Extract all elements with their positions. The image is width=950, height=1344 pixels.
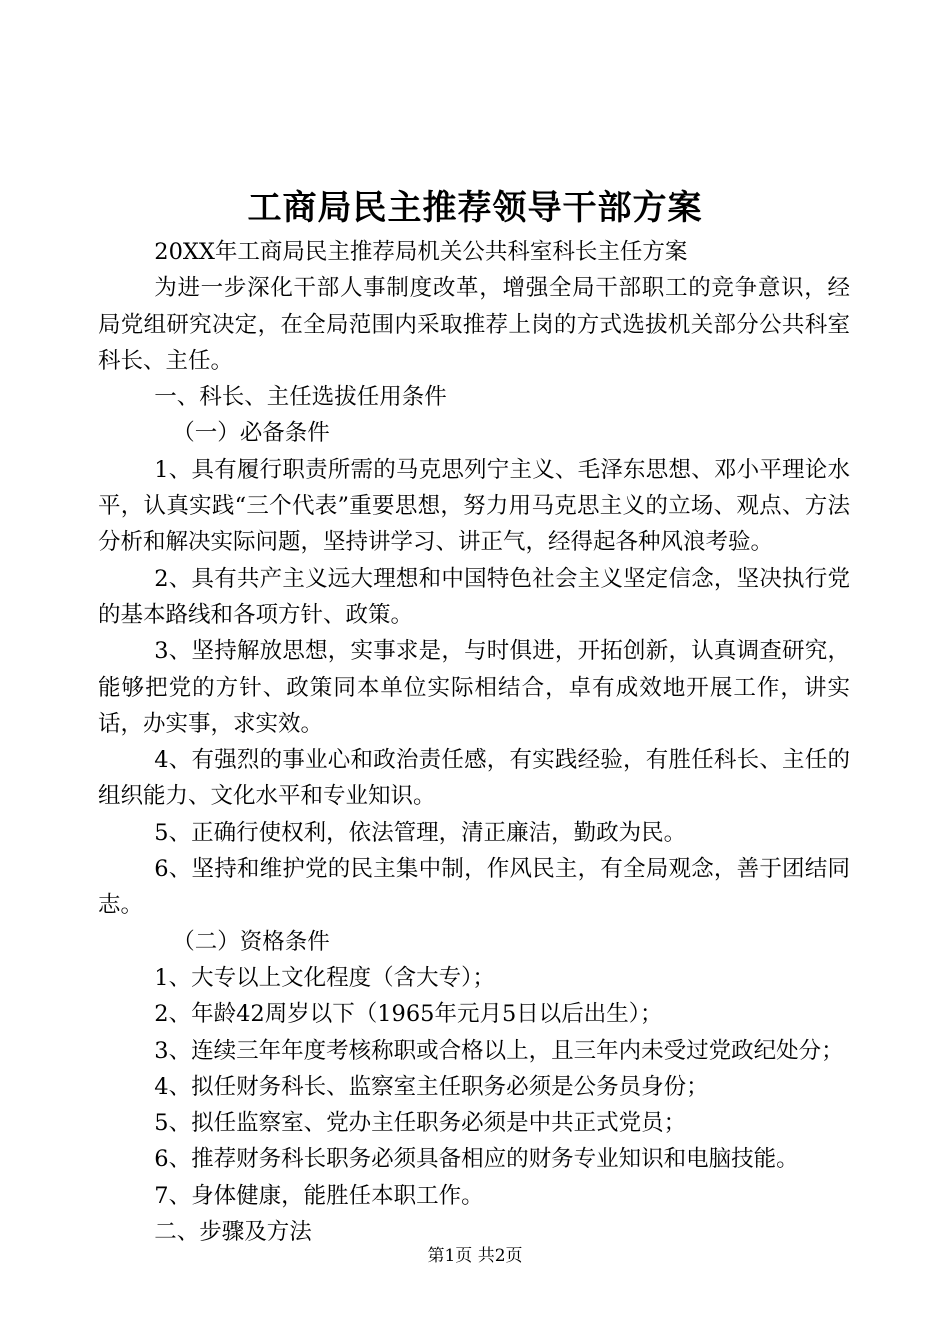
subsection-heading-2: （二）资格条件 xyxy=(172,928,330,955)
list-item: 1、具有履行职责所需的马克思列宁主义、毛泽东思想、邓小平理论水平，认真实践“三个代表”重要思想，努力用马克思主义的立场、观点、方法分析和解决实际问题，坚持讲学习、讲正气，经得起各种风浪考验。 xyxy=(98,456,850,556)
document-title: 工商局民主推荐领导干部方案 xyxy=(247,188,703,228)
list-item: 1、大专以上文化程度（含大专）； xyxy=(154,964,495,991)
document-body xyxy=(98,234,850,1250)
list-item: 2、年龄42周岁以下（1965年元月5日以后出生）； xyxy=(154,1001,663,1028)
list-item: 7、身体健康，能胜任本职工作。 xyxy=(154,1182,484,1209)
section-heading-2: 二、步骤及方法 xyxy=(154,1219,312,1246)
list-item: 4、有强烈的事业心和政治责任感，有实践经验，有胜任科长、主任的组织能力、文化水平和专业知识。 xyxy=(98,747,850,810)
list-item: 6、推荐财务科长职务必须具备相应的财务专业知识和电脑技能。 xyxy=(154,1146,799,1173)
document-subtitle: 20XX年工商局民主推荐局机关公共科室科长主任方案 xyxy=(154,239,688,265)
list-item: 2、具有共产主义远大理想和中国特色社会主义坚定信念，坚决执行党的基本路线和各项方针、政策。 xyxy=(98,565,850,628)
intro-paragraph: 为进一步深化干部人事制度改革，增强全局干部职工的竞争意识，经局党组研究决定，在全局范围内采取推荐上岗的方式选拔机关部分公共科室科长、主任。 xyxy=(98,275,850,374)
subsection-heading-1: （一）必备条件 xyxy=(172,420,330,447)
list-item: 3、连续三年年度考核称职或合格以上，且三年内未受过党政纪处分； xyxy=(154,1037,844,1064)
page-footer: 第1页 共2页 xyxy=(427,1246,523,1266)
section-heading-1: 一、科长、主任选拔任用条件 xyxy=(154,384,447,411)
list-item: 4、拟任财务科长、监察室主任职务必须是公务员身份； xyxy=(154,1073,709,1100)
list-item: 3、坚持解放思想，实事求是，与时俱进，开拓创新，认真调查研究，能够把党的方针、政策同本单位实际相结合，卓有成效地开展工作，讲实话，办实事，求实效。 xyxy=(98,638,850,737)
list-item: 5、正确行使权利，依法管理，清正廉洁，勤政为民。 xyxy=(154,819,687,846)
list-item: 6、坚持和维护党的民主集中制，作风民主，有全局观念，善于团结同志。 xyxy=(98,856,850,919)
list-item: 5、拟任监察室、党办主任职务必须是中共正式党员； xyxy=(154,1110,687,1137)
